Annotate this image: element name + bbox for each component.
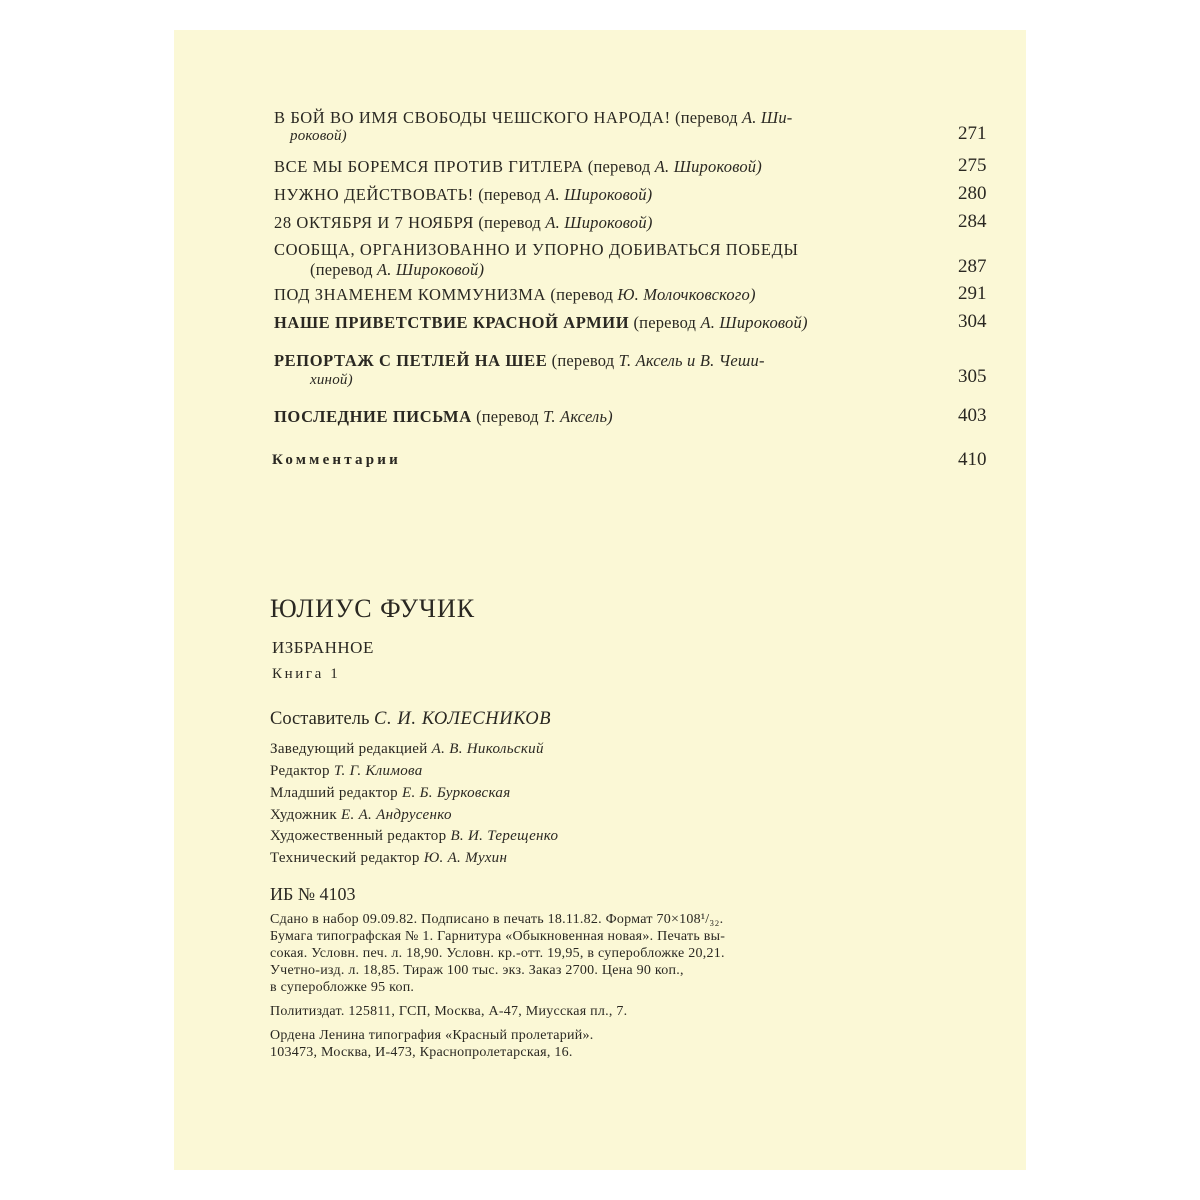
toc-entry: В БОЙ ВО ИМЯ СВОБОДЫ ЧЕШСКОГО НАРОДА! (перевод А. Ши- bbox=[274, 108, 793, 127]
printer-line: 103473, Москва, И-473, Краснопролетарская, 16. bbox=[270, 1045, 573, 1060]
toc-page-number: 410 bbox=[958, 449, 987, 470]
toc-entry: ПОД ЗНАМЕНЕМ КОММУНИЗМА (перевод Ю. Молочковского) bbox=[274, 285, 756, 304]
toc-title: В БОЙ ВО ИМЯ СВОБОДЫ ЧЕШСКОГО НАРОДА! bbox=[274, 108, 671, 127]
toc-page-number: 271 bbox=[958, 123, 987, 144]
toc-page-number: 304 bbox=[958, 311, 987, 332]
staff-line: Художник Е. А. Андрусенко bbox=[270, 807, 452, 823]
staff-line: Младший редактор Е. Б. Бурковская bbox=[270, 785, 511, 801]
imprint-line: Учетно-изд. л. 18,85. Тираж 100 тыс. экз. Заказ 2700. Цена 90 коп., bbox=[270, 963, 684, 978]
toc-continuation: хиной) bbox=[310, 372, 353, 388]
toc-entry-comments: Комментарии bbox=[272, 452, 401, 468]
toc-page-number: 291 bbox=[958, 283, 987, 304]
compiler-line: Составитель С. И. КОЛЕСНИКОВ bbox=[270, 709, 552, 729]
staff-line: Заведующий редакцией А. В. Никольский bbox=[270, 741, 544, 757]
imprint-line: Бумага типографская № 1. Гарнитура «Обыкновенная новая». Печать вы- bbox=[270, 929, 726, 944]
imprint-line: в суперобложке 95 коп. bbox=[270, 980, 415, 995]
ib-number: ИБ № 4103 bbox=[270, 884, 356, 904]
toc-continuation: роковой) bbox=[290, 128, 347, 144]
toc-continuation: (перевод А. Широковой) bbox=[310, 260, 485, 279]
toc-page-number: 305 bbox=[958, 366, 987, 387]
toc-entry: НУЖНО ДЕЙСТВОВАТЬ! (перевод А. Широковой) bbox=[274, 185, 653, 204]
staff-line: Технический редактор Ю. А. Мухин bbox=[270, 850, 508, 866]
toc-entry: 28 ОКТЯБРЯ И 7 НОЯБРЯ (перевод А. Широковой) bbox=[274, 213, 653, 232]
toc-entry: РЕПОРТАЖ С ПЕТЛЕЙ НА ШЕЕ (перевод Т. Аксель и В. Чеши- bbox=[274, 351, 765, 370]
toc-page-number: 275 bbox=[958, 155, 987, 176]
toc-page-number: 287 bbox=[958, 256, 987, 277]
imprint-line: Сдано в набор 09.09.82. Подписано в печать 18.11.82. Формат 70×108¹/₃₂. bbox=[270, 912, 724, 927]
toc-entry: СООБЩА, ОРГАНИЗОВАННО И УПОРНО ДОБИВАТЬСЯ ПОБЕДЫ bbox=[274, 240, 799, 259]
printer-line: Ордена Ленина типография «Красный пролетарий». bbox=[270, 1028, 594, 1043]
publisher-address: Политиздат. 125811, ГСП, Москва, А-47, Миусская пл., 7. bbox=[270, 1004, 628, 1019]
toc-entry: НАШЕ ПРИВЕТСТВИЕ КРАСНОЙ АРМИИ (перевод А. Широковой) bbox=[274, 313, 808, 332]
volume-label: Книга 1 bbox=[272, 666, 341, 682]
book-title: ИЗБРАННОЕ bbox=[272, 638, 374, 657]
toc-page-number: 403 bbox=[958, 405, 987, 426]
toc-page-number: 284 bbox=[958, 211, 987, 232]
toc-page-number: 280 bbox=[958, 183, 987, 204]
imprint-line: сокая. Условн. печ. л. 18,90. Условн. кр.-отт. 19,95, в суперобложке 20,21. bbox=[270, 946, 725, 961]
toc-entry: ВСЕ МЫ БОРЕМСЯ ПРОТИВ ГИТЛЕРА (перевод А. Широковой) bbox=[274, 157, 762, 176]
staff-line: Редактор Т. Г. Климова bbox=[270, 763, 423, 779]
author-name: ЮЛИУС ФУЧИК bbox=[270, 594, 476, 623]
toc-entry: ПОСЛЕДНИЕ ПИСЬМА (перевод Т. Аксель) bbox=[274, 407, 613, 426]
staff-line: Художественный редактор В. И. Терещенко bbox=[270, 828, 559, 844]
